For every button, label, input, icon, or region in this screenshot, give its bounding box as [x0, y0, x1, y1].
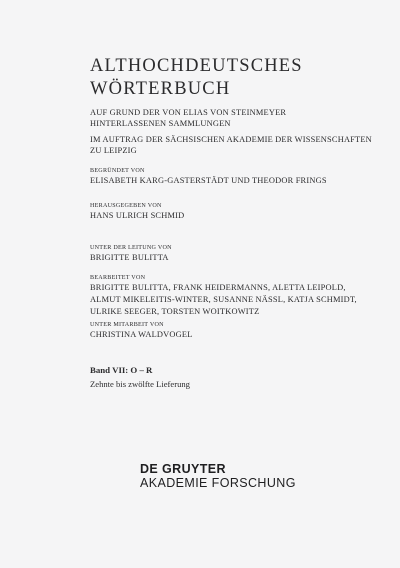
- collaboration-label: UNTER MITARBEIT VON: [90, 322, 164, 328]
- edited-names: HANS ULRICH SCHMID: [90, 211, 185, 220]
- direction-label: UNTER DER LEITUNG VON: [90, 245, 172, 251]
- volume-subtitle: Zehnte bis zwölfte Lieferung: [90, 379, 190, 389]
- founded-names: ELISABETH KARG-GASTERSTÄDT UND THEODOR FRINGS: [90, 176, 327, 185]
- edited-label: HERAUSGEGEBEN VON: [90, 203, 162, 209]
- direction-names: BRIGITTE BULITTA: [90, 253, 169, 262]
- adapted-line-2: ALMUT MIKELEITIS-WINTER, SUSANNE NÄSSL, KATJA SCHMIDT,: [90, 295, 357, 304]
- volume-title: Band VII: O – R: [90, 365, 153, 375]
- adapted-label: BEARBEITET VON: [90, 275, 146, 281]
- founded-label: BEGRÜNDET VON: [90, 168, 145, 174]
- publisher-imprint: AKADEMIE FORSCHUNG: [140, 476, 296, 490]
- publisher-name: DE GRUYTER: [140, 462, 226, 476]
- commission-line-2: ZU LEIPZIG: [90, 146, 137, 155]
- collaboration-names: CHRISTINA WALDVOGEL: [90, 330, 193, 339]
- adapted-line-3: ULRIKE SEEGER, TORSTEN WOITKOWITZ: [90, 307, 260, 316]
- title-line-1: ALTHOCHDEUTSCHES: [90, 56, 303, 76]
- title-line-2: WÖRTERBUCH: [90, 79, 231, 99]
- basis-line-2: HINTERLASSENEN SAMMLUNGEN: [90, 119, 231, 128]
- adapted-line-1: BRIGITTE BULITTA, FRANK HEIDERMANNS, ALETTA LEIPOLD,: [90, 283, 346, 292]
- basis-line-1: AUF GRUND DER VON ELIAS VON STEINMEYER: [90, 108, 287, 117]
- commission-line-1: IM AUFTRAG DER SÄCHSISCHEN AKADEMIE DER WISSENSCHAFTEN: [90, 135, 372, 144]
